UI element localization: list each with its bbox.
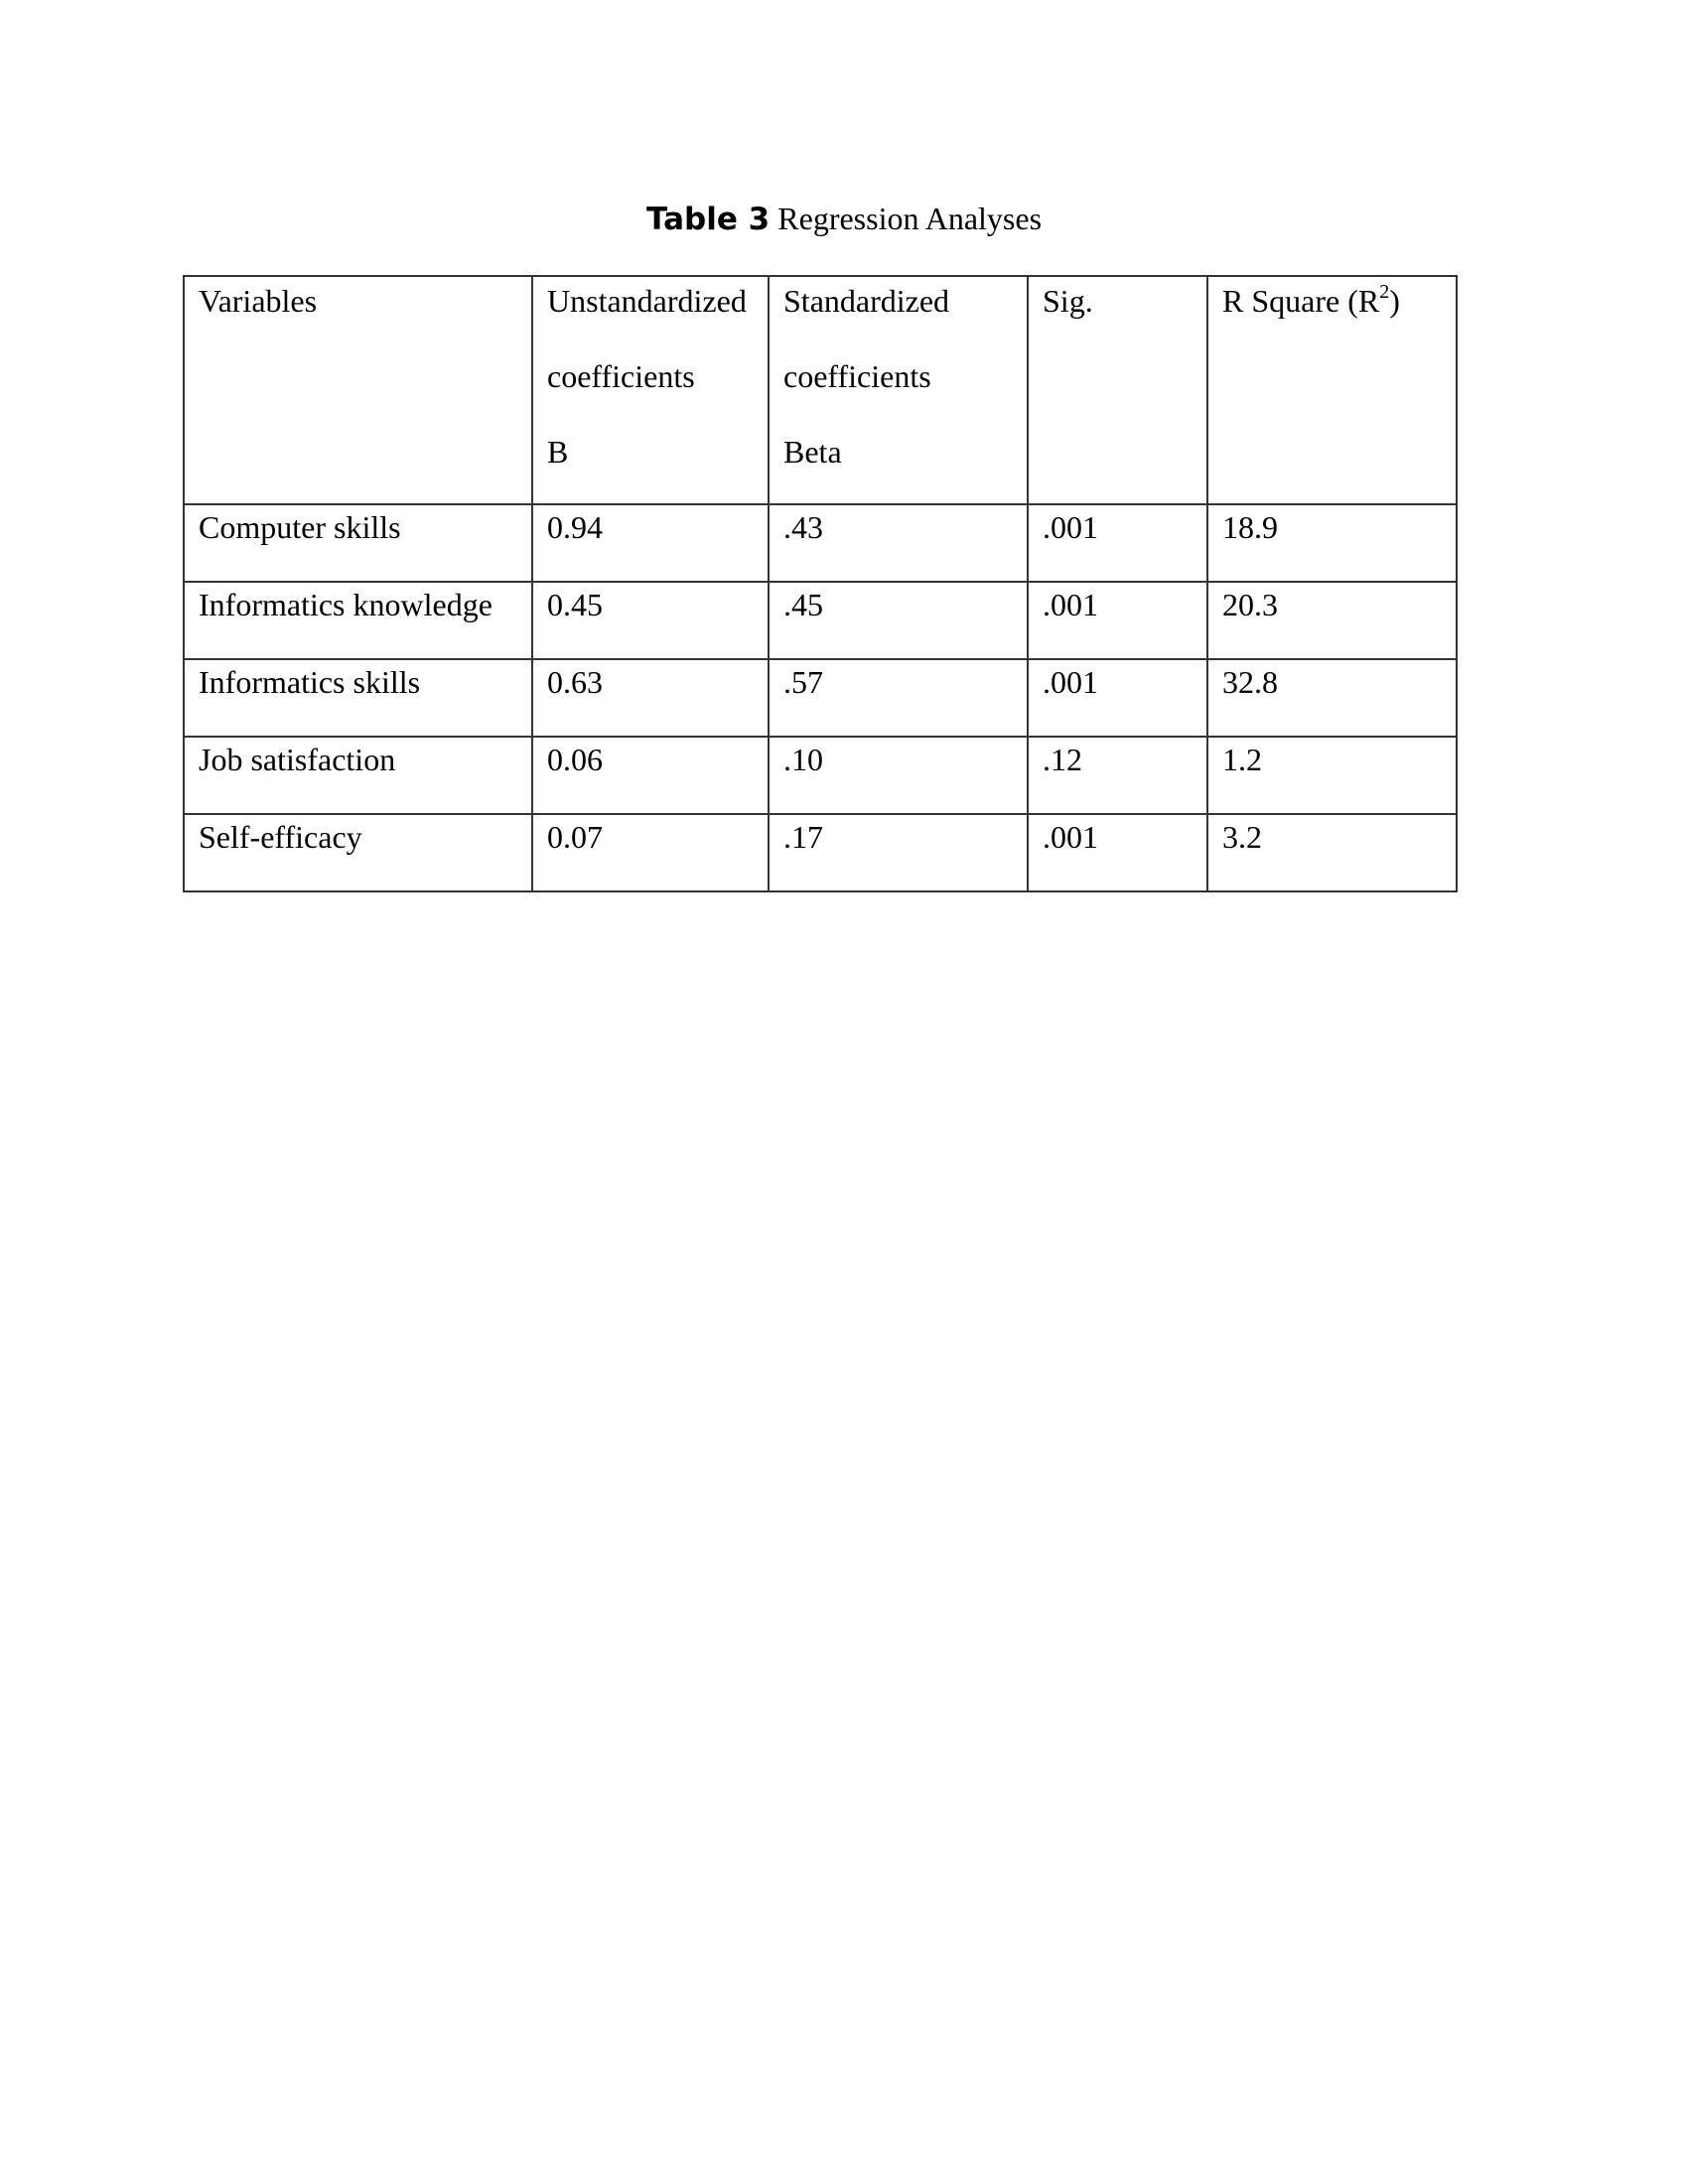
regression-table bbox=[183, 275, 1458, 892]
header-sig-label: Sig. bbox=[1043, 283, 1093, 319]
cell-b: 0.06 bbox=[532, 737, 769, 814]
header-unstandardized-line-1: Unstandardized bbox=[547, 283, 747, 319]
table-row bbox=[184, 737, 1457, 814]
header-sig bbox=[1028, 276, 1207, 504]
header-standardized-line-1: Standardized bbox=[783, 283, 950, 319]
header-standardized-line-2: coefficients bbox=[783, 358, 931, 394]
header-unstandardized bbox=[532, 276, 769, 504]
cell-variable: Informatics knowledge bbox=[184, 582, 532, 659]
cell-sig: .12 bbox=[1028, 737, 1207, 814]
r-square-prefix: R Square (R bbox=[1222, 283, 1380, 319]
cell-b: 0.07 bbox=[532, 814, 769, 891]
cell-r2: 32.8 bbox=[1207, 659, 1457, 737]
table-row bbox=[184, 582, 1457, 659]
cell-b: 0.94 bbox=[532, 504, 769, 582]
header-r-square-label bbox=[1222, 277, 1442, 352]
table-caption bbox=[0, 195, 1688, 243]
table-row bbox=[184, 659, 1457, 737]
r-square-superscript: 2 bbox=[1379, 281, 1390, 303]
header-unstandardized-line-2: coefficients bbox=[547, 358, 695, 394]
cell-sig: .001 bbox=[1028, 659, 1207, 737]
header-variables bbox=[184, 276, 532, 504]
r-square-suffix: ) bbox=[1389, 283, 1400, 319]
cell-variable: Job satisfaction bbox=[184, 737, 532, 814]
header-r-square bbox=[1207, 276, 1457, 504]
header-standardized bbox=[769, 276, 1028, 504]
cell-beta: .57 bbox=[769, 659, 1028, 737]
table-label: Table 3 bbox=[645, 202, 771, 237]
cell-variable: Computer skills bbox=[184, 504, 532, 582]
table-row bbox=[184, 814, 1457, 891]
cell-variable: Informatics skills bbox=[184, 659, 532, 737]
cell-beta: .10 bbox=[769, 737, 1028, 814]
cell-r2: 1.2 bbox=[1207, 737, 1457, 814]
cell-r2: 18.9 bbox=[1207, 504, 1457, 582]
header-variables-label: Variables bbox=[199, 283, 318, 319]
header-unstandardized-line-3: B bbox=[547, 434, 569, 470]
cell-beta: .45 bbox=[769, 582, 1028, 659]
cell-beta: .43 bbox=[769, 504, 1028, 582]
cell-r2: 20.3 bbox=[1207, 582, 1457, 659]
cell-b: 0.45 bbox=[532, 582, 769, 659]
table-row bbox=[184, 504, 1457, 582]
cell-b: 0.63 bbox=[532, 659, 769, 737]
table-header-row bbox=[184, 276, 1457, 504]
cell-sig: .001 bbox=[1028, 504, 1207, 582]
table-title: Regression Analyses bbox=[777, 201, 1043, 236]
cell-beta: .17 bbox=[769, 814, 1028, 891]
cell-r2: 3.2 bbox=[1207, 814, 1457, 891]
cell-sig: .001 bbox=[1028, 814, 1207, 891]
cell-sig: .001 bbox=[1028, 582, 1207, 659]
header-standardized-line-3: Beta bbox=[783, 434, 842, 470]
cell-variable: Self-efficacy bbox=[184, 814, 532, 891]
